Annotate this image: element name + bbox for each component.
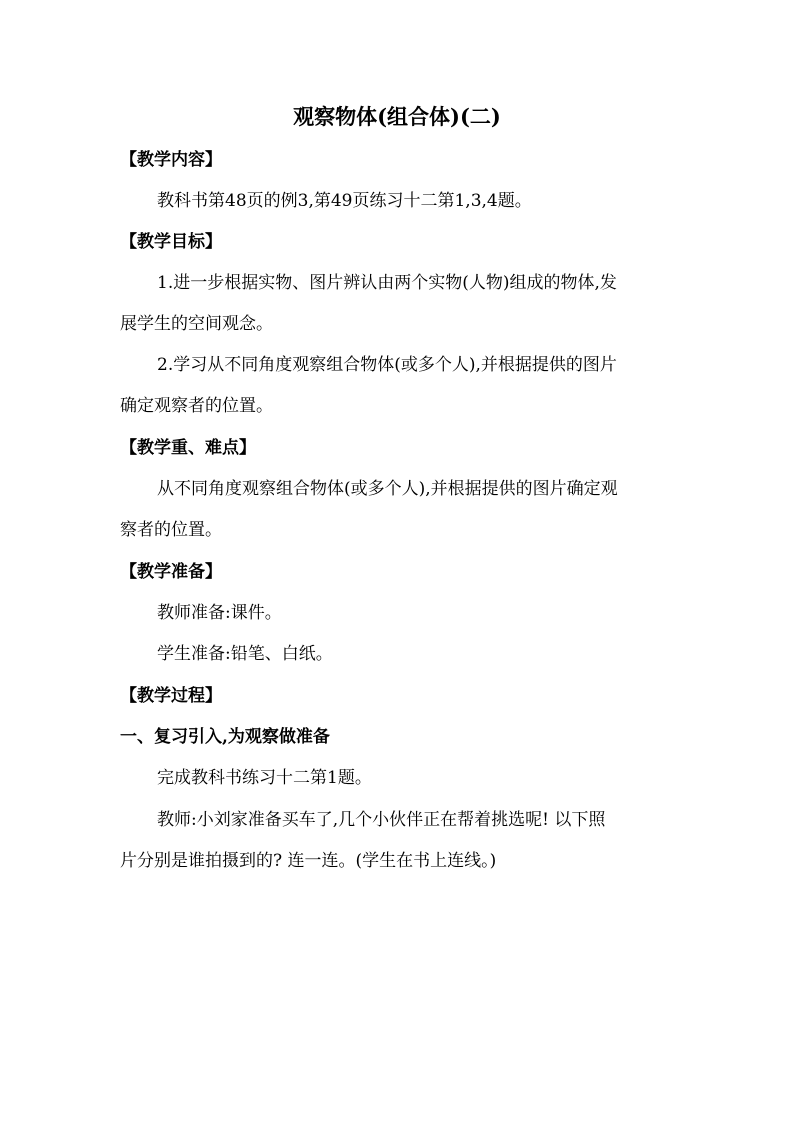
paragraph-key-points-line-2: 察者的位置。 <box>120 520 222 540</box>
heading-teaching-preparation: 【教学准备】 <box>120 562 222 582</box>
subheading-review-introduction: 一、复习引入,为观察做准备 <box>120 727 330 747</box>
paragraph-teaching-content: 教科书第48页的例3,第49页练习十二第1,3,4题。 <box>157 191 532 211</box>
heading-teaching-process: 【教学过程】 <box>120 686 222 706</box>
heading-key-points: 【教学重、难点】 <box>120 438 256 458</box>
paragraph-teacher-line-1: 教师:小刘家准备买车了,几个小伙伴正在帮着挑选呢! 以下照 <box>157 810 606 830</box>
heading-teaching-content: 【教学内容】 <box>120 150 222 170</box>
document-title: 观察物体(组合体)(二) <box>293 104 501 129</box>
paragraph-goal-2-line-2: 确定观察者的位置。 <box>120 396 273 416</box>
paragraph-goal-2-line-1: 2.学习从不同角度观察组合物体(或多个人),并根据提供的图片 <box>157 355 617 375</box>
heading-teaching-goals: 【教学目标】 <box>120 232 222 252</box>
paragraph-teacher-line-2: 片分别是谁拍摄到的? 连一连。(学生在书上连线。) <box>120 851 497 871</box>
paragraph-student-preparation: 学生准备:铅笔、白纸。 <box>157 644 333 664</box>
paragraph-goal-1-line-2: 展学生的空间观念。 <box>120 314 273 334</box>
paragraph-exercise: 完成教科书练习十二第1题。 <box>157 768 372 788</box>
paragraph-key-points-line-1: 从不同角度观察组合物体(或多个人),并根据提供的图片确定观 <box>157 479 618 499</box>
paragraph-goal-1-line-1: 1.进一步根据实物、图片辨认由两个实物(人物)组成的物体,发 <box>157 273 617 293</box>
paragraph-teacher-preparation: 教师准备:课件。 <box>157 603 282 623</box>
